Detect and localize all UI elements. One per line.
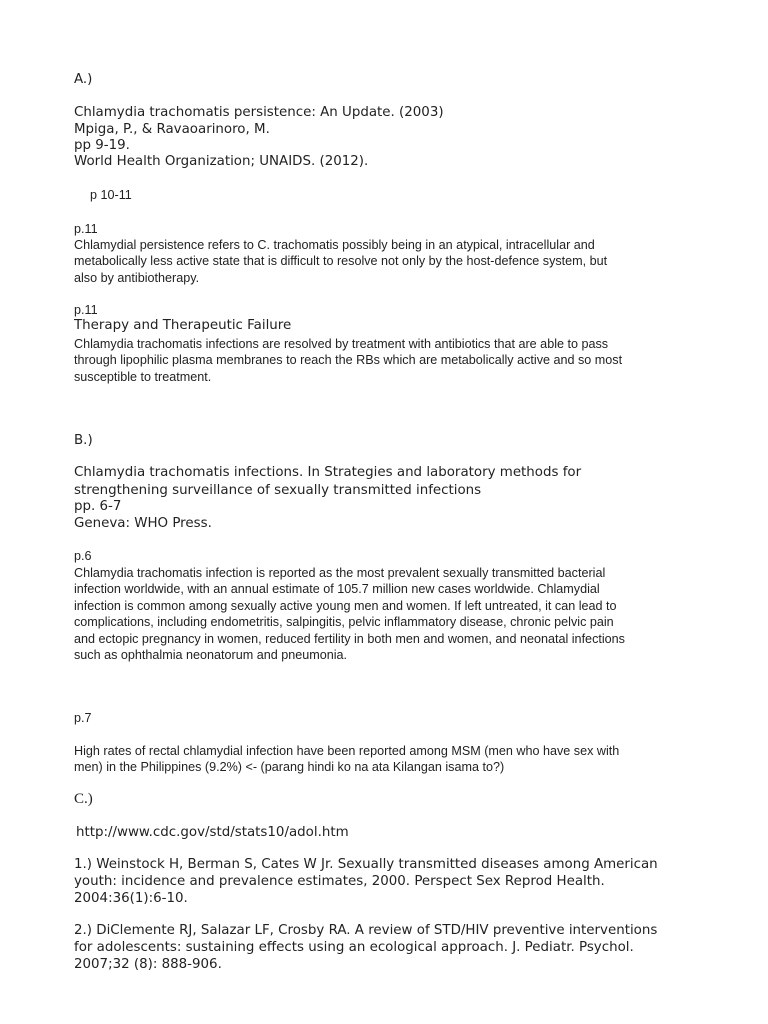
- paragraph-line: infection worldwide, with an annual estimate of 105.7 million new cases worldwide. Chlamydial: [74, 582, 600, 597]
- section-b-heading: B.): [74, 433, 93, 448]
- section-b-note2: [74, 743, 714, 776]
- section-a-note2-page: p.11: [74, 303, 98, 317]
- section-c-url[interactable]: http://www.cdc.gov/std/stats10/adol.htm: [76, 825, 349, 840]
- section-a-note1-page: p.11: [74, 222, 98, 236]
- reference-2-line3: 2007;32 (8): 888-906.: [74, 957, 222, 972]
- reference-2-line2: for adolescents: sustaining effects using an ecological approach. J. Pediatr. Psychol.: [74, 940, 634, 955]
- section-b-publisher: Geneva: WHO Press.: [74, 516, 212, 531]
- paragraph-line: Chlamydia trachomatis infection is reported as the most prevalent sexually transmitted bacterial: [74, 566, 606, 580]
- reference-1-line1: 1.) Weinstock H, Berman S, Cates W Jr. Sexually transmitted diseases among American: [74, 857, 658, 872]
- paragraph-line: Chlamydia trachomatis infections are resolved by treatment with antibiotics that are able to pass: [74, 337, 609, 351]
- reference-2-line1: 2.) DiClemente RJ, Salazar LF, Crosby RA. A review of STD/HIV preventive interventions: [74, 923, 658, 938]
- reference-1-line2: youth: incidence and prevalence estimates, 2000. Perspect Sex Reprod Health.: [74, 874, 605, 889]
- section-b-note2-page: p.7: [74, 711, 92, 725]
- section-b-note1: [74, 565, 714, 663]
- paragraph-line: also by antibiotherapy.: [74, 270, 200, 285]
- paragraph-line: infection is common among sexually active young men and women. If left untreated, it can lead to: [74, 598, 617, 613]
- paragraph-line: such as ophthalmia neonatorum and pneumonia.: [74, 648, 348, 663]
- section-b-title-line1: Chlamydia trachomatis infections. In Strategies and laboratory methods for: [74, 465, 582, 480]
- reference-1-line3: 2004:36(1):6-10.: [74, 891, 188, 906]
- section-c-heading: C.): [74, 791, 93, 807]
- paragraph-line: High rates of rectal chlamydial infection have been reported among MSM (men who have sex with: [74, 744, 620, 758]
- section-a-org: World Health Organization; UNAIDS. (2012).: [74, 154, 369, 169]
- paragraph-line: through lipophilic plasma membranes to reach the RBs which are metabolically active and so most: [74, 353, 623, 368]
- paragraph-line: and ectopic pregnancy in women, reduced fertility in both men and women, and neonatal infections: [74, 631, 625, 646]
- section-a-heading: A.): [74, 72, 93, 87]
- section-a-pages: pp 9-19.: [74, 138, 130, 153]
- section-a-note2-title: Therapy and Therapeutic Failure: [74, 318, 292, 333]
- section-b-pages: pp. 6-7: [74, 499, 122, 514]
- section-a-title: Chlamydia trachomatis persistence: An Update. (2003): [74, 105, 444, 120]
- paragraph-line: complications, including endometritis, salpingitis, pelvic inflammatory disease, chronic pelvic pain: [74, 615, 614, 630]
- paragraph-line: susceptible to treatment.: [74, 369, 212, 384]
- section-a-authors: Mpiga, P., & Ravaoarinoro, M.: [74, 122, 270, 137]
- section-a-note2: [74, 336, 714, 385]
- section-a-note1: [74, 237, 714, 286]
- section-a-pages2: p 10-11: [90, 188, 132, 202]
- section-b-title-line2: strengthening surveillance of sexually transmitted infections: [74, 483, 482, 498]
- section-b-note1-page: p.6: [74, 549, 92, 563]
- paragraph-line: Chlamydial persistence refers to C. trachomatis possibly being in an atypical, intracellular and: [74, 238, 595, 252]
- paragraph-line: metabolically less active state that is difficult to resolve not only by the host-defence system, but: [74, 254, 608, 269]
- paragraph-line: men) in the Philippines (9.2%) <- (parang hindi ko na ata Kilangan isama to?): [74, 760, 505, 775]
